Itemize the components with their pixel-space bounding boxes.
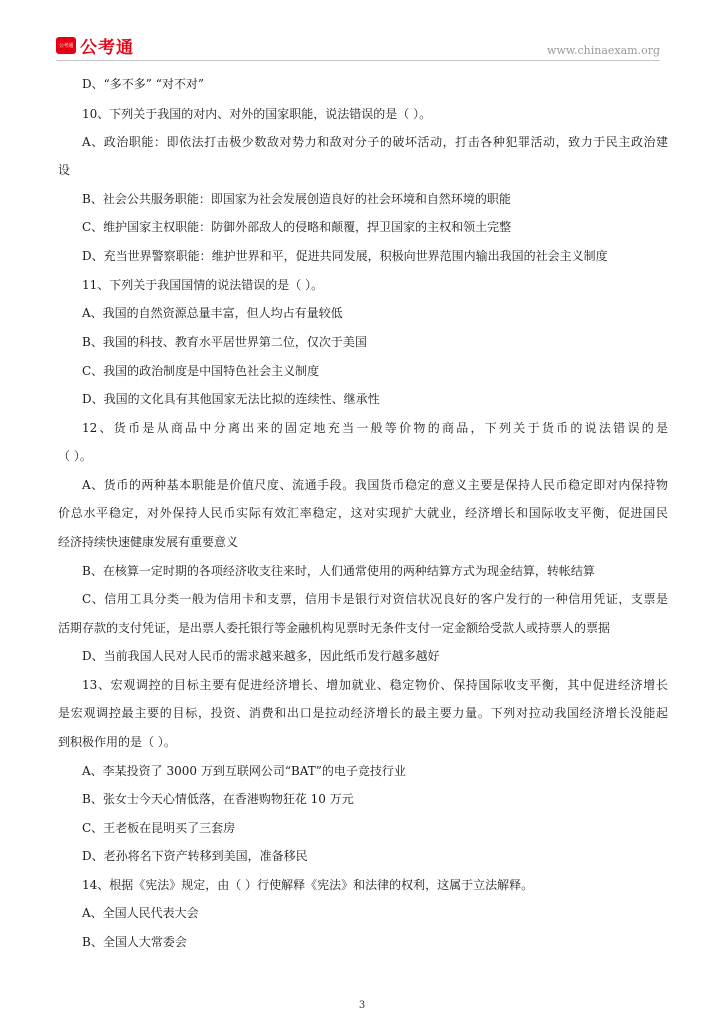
option-line: A、货币的两种基本职能是价值尺度、流通手段。我国货币稳定的意义主要是保持人民币稳定即对内保持物 xyxy=(82,478,668,492)
option-line: D、充当世界警察职能：维护世界和平，促进共同发展，积极向世界范围内输出我国的社会主义制度 xyxy=(82,249,608,263)
question-line: 是宏观调控最主要的目标，投资、消费和出口是拉动经济增长的最主要力量。下列对拉动我国经济增长没能起 xyxy=(58,706,668,720)
question-line: 到积极作用的是（ ）。 xyxy=(58,735,176,749)
option-line: B、社会公共服务职能：即国家为社会发展创造良好的社会环境和自然环境的职能 xyxy=(82,192,511,206)
option-line: B、我国的科技、教育水平居世界第二位，仅次于美国 xyxy=(82,335,367,349)
logo-text: 公考通 xyxy=(80,37,134,58)
option-line: B、在核算一定时期的各项经济收支往来时，人们通常使用的两种结算方式为现金结算，转帐结算 xyxy=(82,564,595,578)
option-line: 设 xyxy=(58,163,71,177)
option-line: D、当前我国人民对人民币的需求越来越多，因此纸币发行越多越好 xyxy=(82,649,440,663)
question-line: 13、宏观调控的目标主要有促进经济增长、增加就业、稳定物价、保持国际收支平衡，其中促进经济增长 xyxy=(82,678,668,692)
page-header xyxy=(0,0,724,64)
question-line: 12、货币是从商品中分离出来的固定地充当一般等价物的商品，下列关于货币的说法错误的是 xyxy=(82,421,668,435)
option-line: A、我国的自然资源总量丰富，但人均占有量较低 xyxy=(82,306,343,320)
option-line: 经济持续快速健康发展有重要意义 xyxy=(58,535,239,549)
option-line: 价总水平稳定，对外保持人民币实际有效汇率稳定，这对实现扩大就业，经济增长和国际收支平衡，促进国民 xyxy=(58,506,668,520)
logo[interactable] xyxy=(56,35,134,58)
site-url: www.chinaexam.org xyxy=(547,44,660,57)
option-line: A、政治职能：即依法打击极少数敌对势力和敌对分子的破坏活动，打击各种犯罪活动，致力于民主政治建 xyxy=(82,135,668,149)
option-line: A、李某投资了 3000 万到互联网公司“BAT”的电子竞技行业 xyxy=(82,764,406,778)
option-line: D、我国的文化具有其他国家无法比拟的连续性、继承性 xyxy=(82,392,380,406)
option-line: C、维护国家主权职能：防御外部敌人的侵略和颠覆，捍卫国家的主权和领土完整 xyxy=(82,220,512,234)
option-line: B、全国人大常委会 xyxy=(82,935,187,949)
page-number: 3 xyxy=(358,1000,366,1011)
question-line: 11、下列关于我国国情的说法错误的是（ ）。 xyxy=(82,278,324,292)
option-line: C、王老板在昆明买了三套房 xyxy=(82,821,236,835)
option-line: C、我国的政治制度是中国特色社会主义制度 xyxy=(82,364,320,378)
question-line: 14、根据《宪法》规定，由（ ）行使解释《宪法》和法律的权利，这属于立法解释。 xyxy=(82,878,534,892)
logo-icon: 公考通 xyxy=(56,37,76,54)
question-line: 10、下列关于我国的对内、对外的国家职能，说法错误的是（ ）。 xyxy=(82,107,432,121)
option-line: D、“多不多” “对不对” xyxy=(82,77,204,91)
option-line: C、信用工具分类一般为信用卡和支票，信用卡是银行对资信状况良好的客户发行的一种信用凭证，支票是 xyxy=(82,592,668,606)
option-line: D、老孙将名下资产转移到美国，准备移民 xyxy=(82,849,308,863)
option-line: 活期存款的支付凭证，是出票人委托银行等金融机构见票时无条件支付一定金额给受款人或持票人的票据 xyxy=(58,621,611,635)
question-line: （ ）。 xyxy=(58,449,92,463)
header-divider xyxy=(56,60,660,61)
option-line: A、全国人民代表大会 xyxy=(82,906,199,920)
option-line: B、张女士今天心情低落，在香港购物狂花 10 万元 xyxy=(82,792,354,806)
